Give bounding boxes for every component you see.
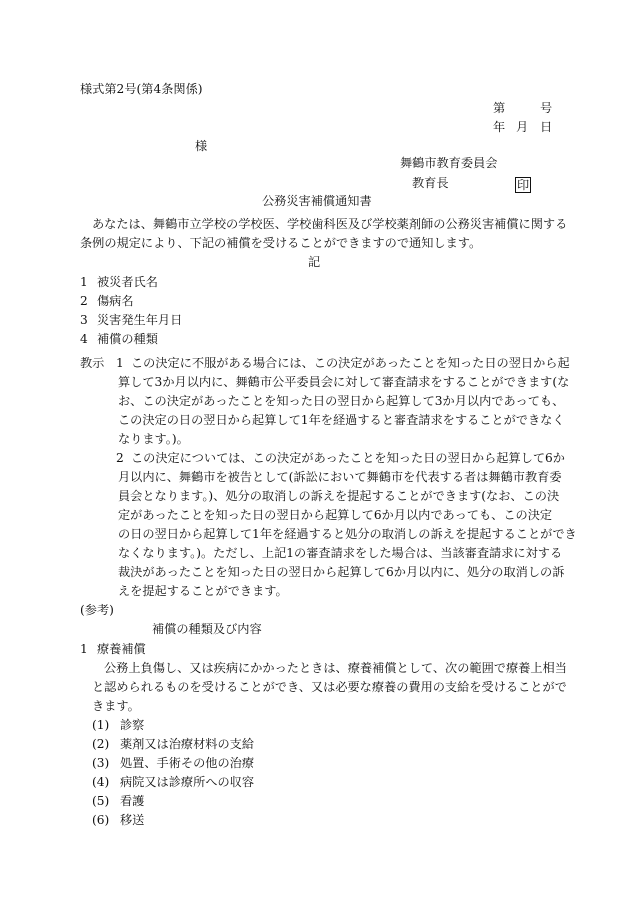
note1-line: この決定に不服がある場合には、この決定があったことを知った日の翌日から起 bbox=[131, 356, 570, 370]
ki-heading: 記 bbox=[308, 255, 321, 269]
note1-line: 算して3か月以内に、舞鶴市公平委員会に対して審査請求をすることができます(な bbox=[118, 375, 570, 389]
note1-line: なります。)。 bbox=[118, 432, 189, 446]
item-label-disaster-date: 災害発生年月日 bbox=[97, 313, 183, 327]
document-title: 公務災害補償通知書 bbox=[262, 194, 372, 208]
body-paragraph-cont bbox=[80, 234, 481, 253]
document-number-gou: 号 bbox=[540, 101, 553, 115]
list-item-medicine: 薬剤又は治療材料の支給 bbox=[120, 737, 255, 751]
list-num: (1) bbox=[92, 718, 110, 732]
notes-label: 教示 bbox=[80, 356, 105, 370]
seal-label: 印 bbox=[517, 178, 530, 192]
date-month: 月 bbox=[516, 120, 529, 134]
addressee-sama: 様 bbox=[195, 139, 208, 153]
section1-line: 公務上負傷し、又は疾病にかかったときは、療養補償として、次の範囲で療養上相当 bbox=[104, 661, 567, 675]
section1-num: 1 bbox=[80, 642, 88, 656]
note2-paragraph bbox=[118, 468, 577, 601]
section1-paragraph bbox=[92, 678, 567, 716]
issuer-organization: 舞鶴市教育委員会 bbox=[400, 156, 498, 170]
note1-first-line bbox=[131, 354, 570, 373]
body-paragraph bbox=[92, 215, 567, 234]
note1-num: 1 bbox=[116, 356, 124, 370]
note2-first-line bbox=[131, 449, 565, 468]
list-num: (3) bbox=[92, 756, 110, 770]
list-num: (4) bbox=[92, 775, 110, 789]
note2-line: この決定については、この決定があったことを知った日の翌日から起算して6か bbox=[131, 451, 565, 465]
section1-line: と認められるものを受けることができ、又は必要な療養の費用の支給を受けることがで bbox=[92, 680, 567, 694]
note2-num: 2 bbox=[116, 451, 124, 465]
item-num: 3 bbox=[80, 313, 88, 327]
note2-line: の日の翌日から起算して1年を経過すると処分の取消しの訴えを提起することができ bbox=[118, 527, 577, 541]
item-label-victim-name: 被災者氏名 bbox=[97, 275, 158, 289]
note2-line: 裁決があったことを知った日の翌日から起算して6か月以内に、処分の取消しの訴 bbox=[118, 565, 565, 579]
section1-first-line bbox=[104, 659, 567, 678]
reference-subtitle: 補償の種類及び内容 bbox=[152, 622, 262, 636]
note2-line: 定があったことを知った日の翌日から起算して6か月以内であっても、この決定 bbox=[118, 508, 553, 522]
note2-line: 員会となります。)、処分の取消しの訴えを提起することができます(なお、この決 bbox=[118, 489, 560, 503]
body-line: あなたは、舞鶴市立学校の学校医、学校歯科医及び学校薬剤師の公務災害補償に関する bbox=[92, 217, 568, 231]
note1-line: この決定の日の翌日から起算して1年を経過すると審査請求をすることができなく bbox=[118, 413, 565, 427]
note2-line: なくなります。)。ただし、上記1の審査請求をした場合は、当該審査請求に対する bbox=[118, 546, 563, 560]
item-label-compensation-type: 補償の種類 bbox=[97, 332, 158, 346]
note2-line: えを提起することができます。 bbox=[118, 584, 288, 598]
reference-label: (参考) bbox=[80, 603, 114, 617]
body-line: 条例の規定により、下記の補償を受けることができますので通知します。 bbox=[80, 236, 482, 250]
section1-title: 療養補償 bbox=[97, 642, 146, 656]
item-num: 4 bbox=[80, 332, 88, 346]
document-number-dai: 第 bbox=[493, 101, 506, 115]
item-num: 2 bbox=[80, 294, 88, 308]
note1-line: お、この決定があったことを知った日の翌日から起算して3か月以内であっても、 bbox=[118, 394, 565, 408]
list-item-nursing: 看護 bbox=[120, 794, 145, 808]
list-item-treatment: 処置、手術その他の治療 bbox=[120, 756, 255, 770]
seal-stamp bbox=[515, 176, 531, 195]
list-num: (6) bbox=[92, 813, 110, 827]
item-label-injury-name: 傷病名 bbox=[97, 294, 134, 308]
note1-paragraph bbox=[118, 373, 569, 449]
list-num: (2) bbox=[92, 737, 110, 751]
issuer-title: 教育長 bbox=[412, 176, 449, 190]
item-num: 1 bbox=[80, 275, 88, 289]
section1-line: きます。 bbox=[92, 699, 140, 713]
form-number: 様式第2号(第4条関係) bbox=[80, 82, 203, 96]
list-num: (5) bbox=[92, 794, 110, 808]
date-day: 日 bbox=[540, 120, 553, 134]
list-item-transport: 移送 bbox=[120, 813, 145, 827]
note2-line: 月以内に、舞鶴市を被告として(訴訟において舞鶴市を代表する者は舞鶴市教育委 bbox=[118, 470, 562, 484]
date-year: 年 bbox=[493, 120, 506, 134]
list-item-examination: 診察 bbox=[120, 718, 145, 732]
list-item-hospitalization: 病院又は診療所への収容 bbox=[120, 775, 255, 789]
